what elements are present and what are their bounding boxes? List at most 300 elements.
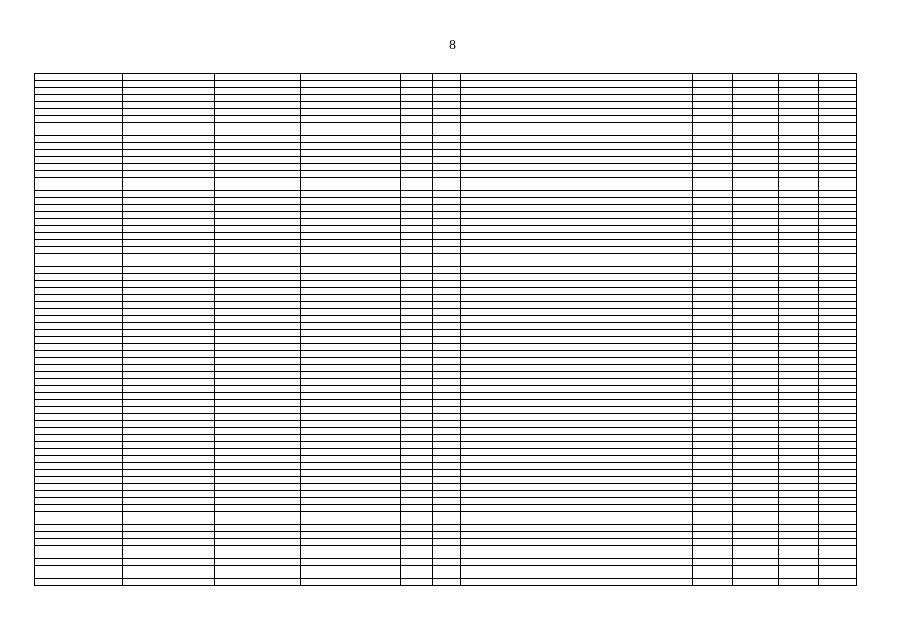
table-cell [123, 191, 215, 198]
table-cell [401, 191, 433, 198]
table-cell [123, 88, 215, 95]
table-cell [301, 456, 401, 463]
table-cell [433, 379, 461, 386]
table-cell [461, 579, 693, 586]
table-cell [733, 136, 779, 143]
table-cell [123, 372, 215, 379]
table-cell [693, 143, 733, 150]
table-cell [693, 267, 733, 274]
table-cell [461, 212, 693, 219]
table-cell [693, 205, 733, 212]
table-cell [693, 274, 733, 281]
table-cell [433, 539, 461, 546]
table-cell [779, 281, 819, 288]
table-cell [733, 240, 779, 247]
table-cell [215, 484, 301, 491]
table-cell [693, 428, 733, 435]
table-cell [733, 81, 779, 88]
table-cell [215, 143, 301, 150]
table-cell [401, 219, 433, 226]
table-cell [123, 365, 215, 372]
table-cell [433, 288, 461, 295]
table-cell [819, 546, 857, 559]
table-cell [215, 372, 301, 379]
table-cell [215, 123, 301, 136]
table-cell [733, 109, 779, 116]
table-cell [401, 470, 433, 477]
table-cell [215, 435, 301, 442]
table-cell [433, 178, 461, 191]
table-cell [123, 295, 215, 302]
table-cell [819, 74, 857, 81]
table-cell [301, 302, 401, 309]
table-cell [301, 123, 401, 136]
table-cell [215, 559, 301, 566]
table-cell [35, 358, 123, 365]
table-cell [35, 316, 123, 323]
table-cell [779, 421, 819, 428]
table-cell [35, 393, 123, 400]
table-cell [401, 198, 433, 205]
table-cell [733, 505, 779, 512]
table-cell [693, 74, 733, 81]
table-cell [733, 414, 779, 421]
table-cell [301, 109, 401, 116]
table-cell [733, 157, 779, 164]
table-cell [693, 351, 733, 358]
table-cell [215, 512, 301, 525]
table-cell [215, 198, 301, 205]
table-cell [35, 470, 123, 477]
table-cell [123, 274, 215, 281]
table-cell [401, 143, 433, 150]
table-cell [301, 337, 401, 344]
table-cell [433, 525, 461, 532]
table-cell [215, 309, 301, 316]
table-cell [733, 344, 779, 351]
table-cell [301, 205, 401, 212]
table-cell [433, 566, 461, 579]
table-cell [693, 456, 733, 463]
table-cell [35, 407, 123, 414]
table-cell [819, 81, 857, 88]
table-cell [301, 484, 401, 491]
table-row [35, 498, 857, 505]
table-cell [433, 365, 461, 372]
table-cell [123, 171, 215, 178]
table-cell [733, 372, 779, 379]
table-cell [401, 205, 433, 212]
table-cell [461, 498, 693, 505]
table-cell [433, 407, 461, 414]
table-cell [35, 330, 123, 337]
table-cell [819, 164, 857, 171]
table-cell [401, 295, 433, 302]
table-cell [779, 344, 819, 351]
table-cell [123, 358, 215, 365]
table-cell [693, 386, 733, 393]
table-cell [779, 449, 819, 456]
table-cell [779, 143, 819, 150]
table-cell [215, 414, 301, 421]
table-cell [693, 281, 733, 288]
table-cell [123, 116, 215, 123]
table-cell [779, 566, 819, 579]
table-cell [215, 344, 301, 351]
table-cell [123, 157, 215, 164]
table-cell [733, 498, 779, 505]
table-cell [819, 330, 857, 337]
table-cell [779, 532, 819, 539]
table-cell [779, 393, 819, 400]
table-cell [819, 123, 857, 136]
table-cell [819, 337, 857, 344]
table-cell [35, 386, 123, 393]
table-cell [35, 136, 123, 143]
table-cell [779, 414, 819, 421]
table-cell [461, 330, 693, 337]
page-number: 8 [449, 38, 456, 53]
table-row [35, 532, 857, 539]
table-cell [733, 525, 779, 532]
table-cell [779, 463, 819, 470]
table-cell [819, 295, 857, 302]
table-cell [35, 157, 123, 164]
table-cell [819, 449, 857, 456]
table-cell [301, 81, 401, 88]
table-cell [301, 233, 401, 240]
table-cell [779, 191, 819, 198]
table-cell [819, 351, 857, 358]
table-cell [215, 254, 301, 267]
table-cell [301, 407, 401, 414]
table-cell [123, 226, 215, 233]
table-cell [461, 136, 693, 143]
table-cell [693, 372, 733, 379]
table-cell [819, 157, 857, 164]
table-cell [215, 240, 301, 247]
table-cell [693, 81, 733, 88]
table-cell [301, 566, 401, 579]
table-cell [779, 274, 819, 281]
table-cell [123, 247, 215, 254]
table-cell [433, 323, 461, 330]
table-cell [819, 212, 857, 219]
table-cell [123, 198, 215, 205]
table-cell [693, 171, 733, 178]
table-cell [779, 484, 819, 491]
table-cell [693, 95, 733, 102]
table-cell [301, 512, 401, 525]
table-row [35, 559, 857, 566]
table-cell [123, 212, 215, 219]
table-cell [693, 88, 733, 95]
table-cell [433, 240, 461, 247]
table-cell [301, 247, 401, 254]
table-cell [215, 316, 301, 323]
table-cell [779, 435, 819, 442]
table-cell [401, 88, 433, 95]
table-cell [819, 226, 857, 233]
table-cell [123, 74, 215, 81]
table-row [35, 123, 857, 136]
table-cell [433, 512, 461, 525]
table-cell [693, 102, 733, 109]
table-cell [35, 463, 123, 470]
table-cell [35, 102, 123, 109]
table-cell [819, 442, 857, 449]
table-cell [693, 579, 733, 586]
table-cell [301, 372, 401, 379]
table-cell [401, 546, 433, 559]
table-cell [123, 95, 215, 102]
table-cell [123, 81, 215, 88]
table-cell [123, 400, 215, 407]
table-cell [301, 559, 401, 566]
table-cell [779, 240, 819, 247]
table-cell [401, 463, 433, 470]
table-cell [123, 532, 215, 539]
table-cell [693, 198, 733, 205]
table-cell [433, 123, 461, 136]
table-cell [123, 498, 215, 505]
table-row [35, 267, 857, 274]
table-cell [35, 400, 123, 407]
table-cell [433, 219, 461, 226]
table-cell [779, 205, 819, 212]
table-cell [819, 428, 857, 435]
table-cell [693, 344, 733, 351]
table-cell [123, 102, 215, 109]
table-cell [733, 316, 779, 323]
table-cell [693, 316, 733, 323]
table-cell [433, 456, 461, 463]
table-cell [461, 254, 693, 267]
table-row [35, 88, 857, 95]
table-cell [461, 491, 693, 498]
table-cell [461, 470, 693, 477]
table-cell [819, 88, 857, 95]
table-cell [301, 295, 401, 302]
table-cell [215, 449, 301, 456]
table-cell [693, 164, 733, 171]
table-cell [433, 109, 461, 116]
table-cell [35, 351, 123, 358]
table-cell [215, 219, 301, 226]
table-cell [461, 102, 693, 109]
table-row [35, 546, 857, 559]
table-cell [733, 254, 779, 267]
table-cell [693, 247, 733, 254]
table-cell [301, 435, 401, 442]
table-cell [819, 116, 857, 123]
table-cell [215, 247, 301, 254]
table-cell [215, 323, 301, 330]
table-cell [401, 512, 433, 525]
table-cell [123, 435, 215, 442]
table-cell [301, 323, 401, 330]
table-row [35, 143, 857, 150]
table-cell [693, 288, 733, 295]
table-cell [35, 295, 123, 302]
table-cell [301, 88, 401, 95]
table-cell [301, 400, 401, 407]
table-cell [819, 150, 857, 157]
table-cell [35, 379, 123, 386]
table-cell [433, 428, 461, 435]
table-cell [401, 505, 433, 512]
table-cell [733, 539, 779, 546]
table-row [35, 240, 857, 247]
table-cell [461, 295, 693, 302]
table-cell [461, 157, 693, 164]
table-cell [433, 505, 461, 512]
table-cell [35, 178, 123, 191]
table-cell [35, 247, 123, 254]
table-cell [779, 386, 819, 393]
table-row [35, 74, 857, 81]
table-cell [733, 379, 779, 386]
table-cell [461, 407, 693, 414]
table-cell [779, 323, 819, 330]
table-cell [461, 379, 693, 386]
table-cell [35, 365, 123, 372]
table-cell [733, 428, 779, 435]
table-cell [693, 559, 733, 566]
table-cell [433, 233, 461, 240]
table-row [35, 150, 857, 157]
table-cell [35, 267, 123, 274]
table-cell [35, 532, 123, 539]
table-cell [779, 178, 819, 191]
table-cell [433, 295, 461, 302]
table-cell [819, 178, 857, 191]
table-cell [215, 274, 301, 281]
table-row [35, 302, 857, 309]
table-cell [693, 191, 733, 198]
table-cell [123, 150, 215, 157]
table-cell [779, 512, 819, 525]
table-cell [433, 212, 461, 219]
table-cell [401, 442, 433, 449]
table-cell [401, 302, 433, 309]
table-cell [123, 316, 215, 323]
table-cell [461, 484, 693, 491]
table-cell [819, 247, 857, 254]
table-cell [401, 109, 433, 116]
table-cell [301, 281, 401, 288]
table-cell [123, 164, 215, 171]
table-cell [693, 157, 733, 164]
table-cell [401, 164, 433, 171]
table-cell [401, 240, 433, 247]
table-cell [779, 164, 819, 171]
table-cell [693, 407, 733, 414]
table-cell [461, 143, 693, 150]
table-cell [401, 566, 433, 579]
table-cell [401, 123, 433, 136]
table-cell [433, 164, 461, 171]
table-cell [301, 150, 401, 157]
table-cell [693, 302, 733, 309]
table-cell [301, 505, 401, 512]
table-cell [401, 393, 433, 400]
table-cell [123, 386, 215, 393]
table-cell [693, 150, 733, 157]
table-row [35, 393, 857, 400]
table-cell [433, 309, 461, 316]
table-cell [461, 505, 693, 512]
table-cell [301, 414, 401, 421]
table-cell [35, 254, 123, 267]
table-cell [433, 102, 461, 109]
table-cell [779, 505, 819, 512]
table-cell [301, 267, 401, 274]
table-cell [301, 178, 401, 191]
table-cell [401, 274, 433, 281]
table-row [35, 351, 857, 358]
table-cell [215, 288, 301, 295]
table-cell [301, 532, 401, 539]
table-cell [35, 233, 123, 240]
table-cell [35, 281, 123, 288]
table-cell [819, 267, 857, 274]
table-cell [733, 288, 779, 295]
table-cell [401, 116, 433, 123]
table-cell [693, 442, 733, 449]
table-cell [35, 449, 123, 456]
table-cell [433, 484, 461, 491]
table-cell [35, 484, 123, 491]
table-row [35, 171, 857, 178]
table-cell [819, 233, 857, 240]
table-row [35, 512, 857, 525]
table-cell [819, 477, 857, 484]
table-cell [779, 379, 819, 386]
table-cell [693, 240, 733, 247]
table-cell [733, 566, 779, 579]
table-cell [35, 539, 123, 546]
table-cell [401, 525, 433, 532]
table-cell [461, 178, 693, 191]
table-cell [215, 525, 301, 532]
table-row [35, 428, 857, 435]
table-cell [693, 477, 733, 484]
table-cell [693, 365, 733, 372]
table-cell [461, 164, 693, 171]
table-cell [123, 309, 215, 316]
table-cell [461, 274, 693, 281]
table-cell [301, 226, 401, 233]
table-cell [733, 470, 779, 477]
table-cell [819, 95, 857, 102]
table-cell [301, 102, 401, 109]
table-cell [733, 309, 779, 316]
table-cell [433, 191, 461, 198]
table-cell [433, 302, 461, 309]
table-cell [301, 358, 401, 365]
table-cell [123, 505, 215, 512]
table-cell [461, 421, 693, 428]
table-row [35, 379, 857, 386]
table-cell [693, 435, 733, 442]
table-cell [693, 414, 733, 421]
table-row [35, 407, 857, 414]
table-cell [779, 116, 819, 123]
table-row [35, 116, 857, 123]
table-cell [733, 435, 779, 442]
table-row [35, 491, 857, 498]
